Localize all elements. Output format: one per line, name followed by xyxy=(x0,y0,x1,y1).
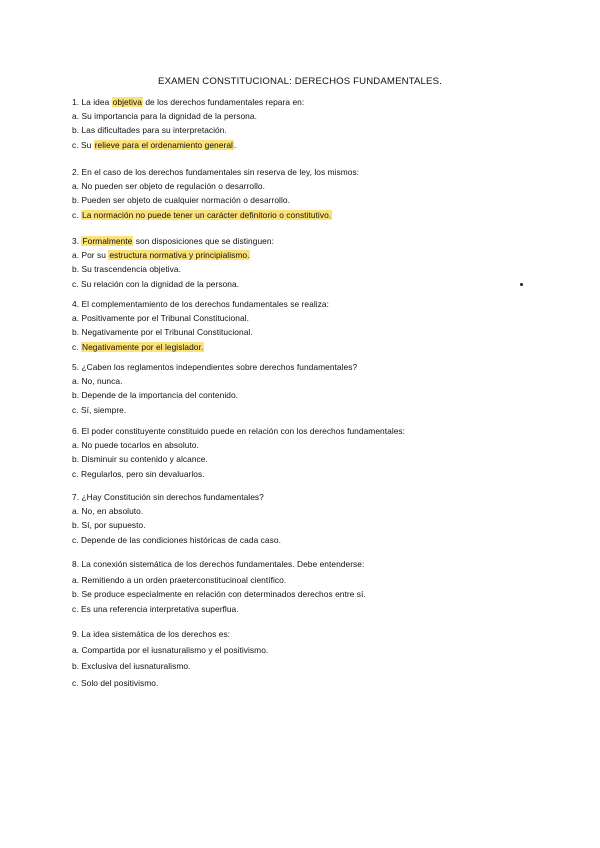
option-c: c. Es una referencia interpretativa superflua. xyxy=(72,603,239,614)
option-b: b. Sí, por supuesto. xyxy=(72,520,146,531)
question-text: 4. El complementamiento de los derechos fundamentales se realiza: xyxy=(72,299,329,309)
option-c: c. Solo del positivismo. xyxy=(72,677,159,688)
question-text: 1. La idea objetiva de los derechos fundamentales repara en: xyxy=(72,97,305,107)
question-5 xyxy=(72,360,542,417)
option-b: b. Disminuir su contenido y alcance. xyxy=(72,454,208,465)
option-c: c. Su relación con la dignidad de la persona. xyxy=(72,278,240,289)
option-b: b. Su trascendencia objetiva. xyxy=(72,264,181,275)
highlight: objetiva xyxy=(112,97,142,107)
question-text: 6. El poder constituyente constituido puede en relación con los derechos fundamentales: xyxy=(72,426,406,436)
option-a: a. No puede tocarlos en absoluto. xyxy=(72,440,199,451)
option-c: c. Regularlos, pero sin devaluarlos. xyxy=(72,468,205,479)
question-text: 7. ¿Hay Constitución sin derechos fundamentales? xyxy=(72,492,264,502)
question-text: 3. Formalmente son disposiciones que se distinguen: xyxy=(72,236,274,246)
highlight: La normación no puede tener un carácter definitorio o constitutivo. xyxy=(82,209,332,220)
question-1 xyxy=(72,95,542,152)
option-b: b. Depende de la importancia del contenido. xyxy=(72,390,239,401)
option-a: a. Su importancia para la dignidad de la persona. xyxy=(72,111,257,122)
option-b: b. Exclusiva del iusnaturalismo. xyxy=(72,661,191,672)
highlight: Negativamente por el legislador. xyxy=(82,341,204,352)
question-6 xyxy=(72,424,542,481)
option-a: a. Positivamente por el Tribunal Constitucional. xyxy=(72,313,249,324)
option-c: c. Negativamente por el legislador. xyxy=(72,341,204,352)
option-a: a. No pueden ser objeto de regulación o desarrollo. xyxy=(72,181,265,192)
option-b: b. Las dificultades para su interpretación. xyxy=(72,125,227,136)
question-text: 8. La conexión sistemática de los derechos fundamentales. Debe entenderse: xyxy=(72,559,365,569)
question-4 xyxy=(72,297,542,354)
bullet-dot xyxy=(520,283,523,286)
highlight: relieve para el ordenamiento general xyxy=(94,139,233,150)
option-b: b. Negativamente por el Tribunal Constitucional. xyxy=(72,327,253,338)
question-text: 2. En el caso de los derechos fundamentales sin reserva de ley, los mismos: xyxy=(72,167,360,177)
highlight: estructura normativa y principialismo. xyxy=(109,250,250,261)
option-c: c. Su relieve para el ordenamiento general. xyxy=(72,139,237,150)
option-c: c. Sí, siempre. xyxy=(72,404,127,415)
option-a: a. No, en absoluto. xyxy=(72,506,144,517)
question-text: 9. La idea sistemática de los derechos es: xyxy=(72,629,231,639)
highlight: Formalmente xyxy=(82,236,133,246)
question-3 xyxy=(72,234,542,291)
option-a: a. Por su estructura normativa y principialismo. xyxy=(72,250,250,261)
option-c: c. Depende de las condiciones históricas de cada caso. xyxy=(72,534,281,545)
option-a: a. Remitiendo a un orden praeterconstitucinoal científico. xyxy=(72,575,287,586)
option-a: a. No, nunca. xyxy=(72,376,123,387)
option-b: b. Se produce especialmente en relación con determinados derechos entre sí. xyxy=(72,589,366,600)
option-a: a. Compartida por el iusnaturalismo y el positivismo. xyxy=(72,645,269,656)
option-b: b. Pueden ser objeto de cualquier normación o desarrollo. xyxy=(72,195,290,206)
question-8 xyxy=(72,557,542,616)
question-text: 5. ¿Caben los reglamentos independientes sobre derechos fundamentales? xyxy=(72,362,358,372)
question-7 xyxy=(72,490,542,547)
option-c: c. La normación no puede tener un carácter definitorio o constitutivo. xyxy=(72,209,332,220)
question-2 xyxy=(72,165,542,222)
exam-title: EXAMEN CONSTITUCIONAL: DERECHOS FUNDAMENTALES. xyxy=(158,76,442,87)
question-9 xyxy=(72,627,542,690)
